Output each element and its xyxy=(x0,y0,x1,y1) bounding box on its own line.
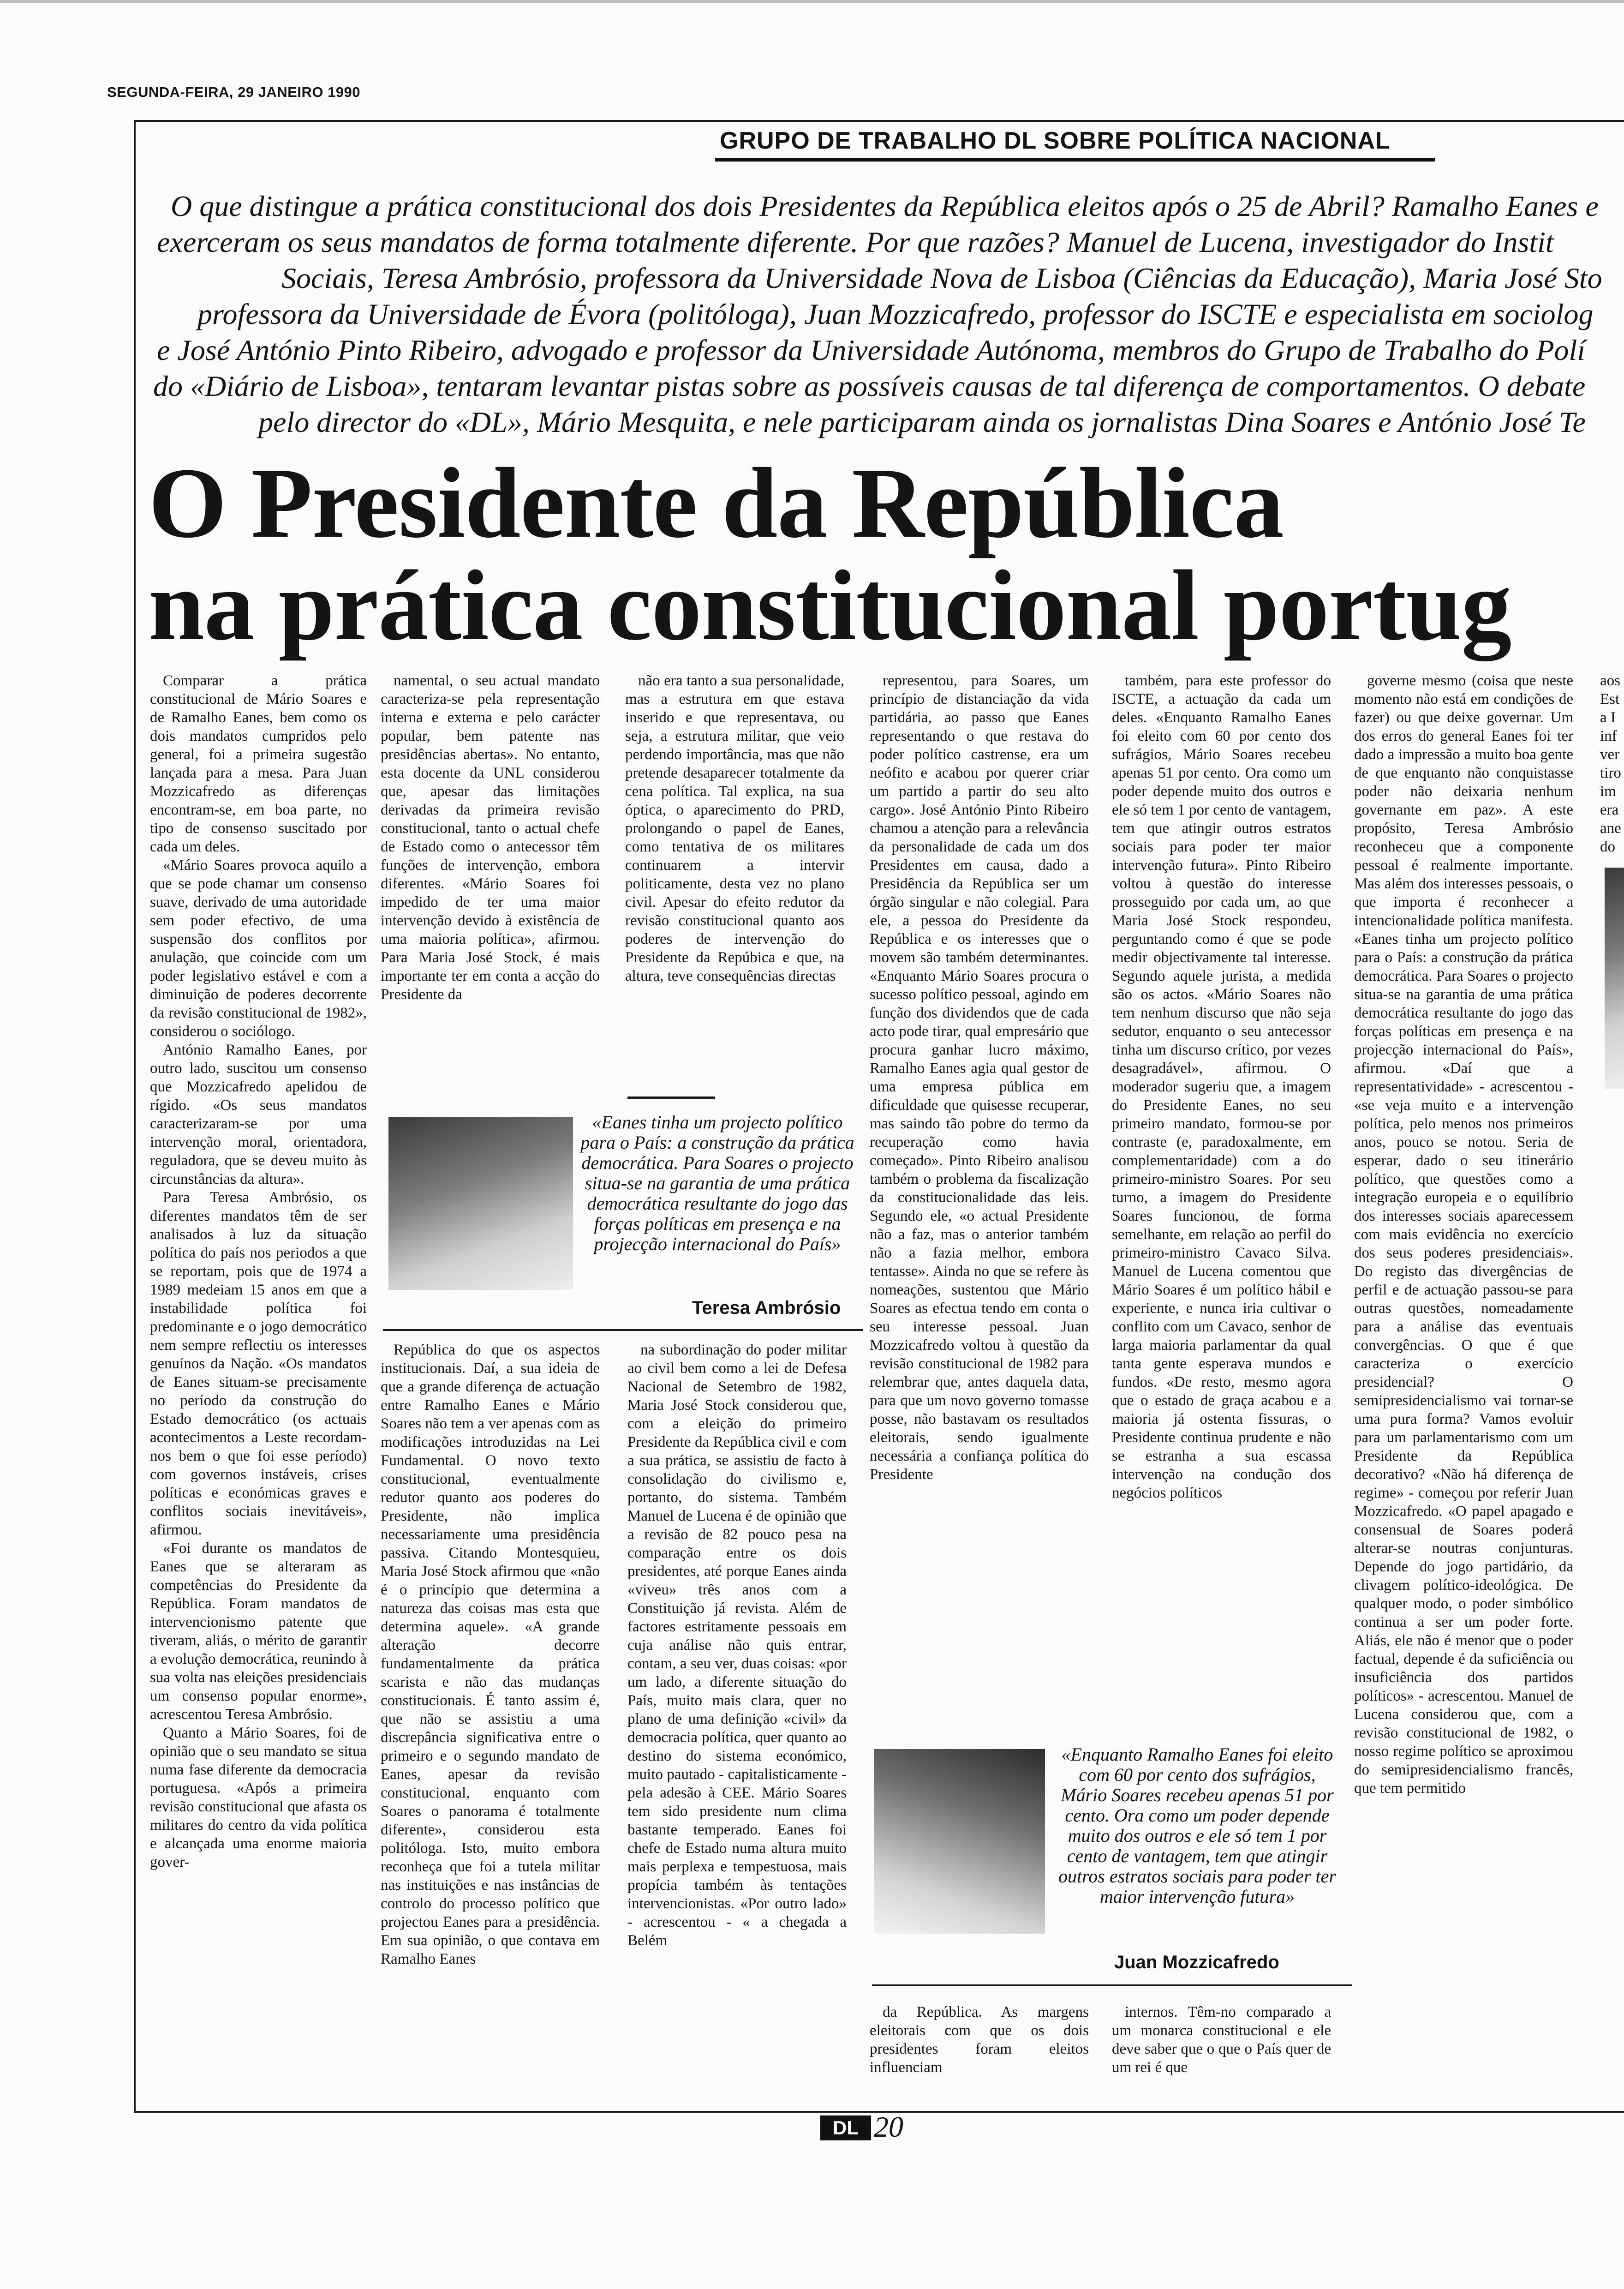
article-column-3-top xyxy=(625,671,844,1091)
paragraph: não era tanto a sua personalidade, mas a estrutura em que estava inserido e que representava, ou seja, a estrutura militar, que veio perdendo importância, mas que não pretende desaparecer totalmente da cena política. Tal explica, na sua óptica, o aparecimento do PRD, prolongando o papel de Eanes, como tentativa de os militares continuarem a intervir politicamente, desta vez no plano civil. Apesar do efeito redutor da revisão constitucional quanto aos poderes de intervenção do Presidente da Repúbica e que, na altura, teve consequências directas xyxy=(625,672,844,984)
article-column-2-top xyxy=(381,671,600,1073)
fragment: Est xyxy=(1600,691,1620,707)
cut-off-column-fragments xyxy=(1600,671,1624,856)
cut-off-photo xyxy=(1605,868,1624,1089)
fragment: tiro xyxy=(1600,765,1621,781)
article-column-5 xyxy=(1112,671,1331,1705)
fragment: im xyxy=(1600,783,1616,800)
quote-divider xyxy=(383,1329,863,1331)
pull-quote-1-author: Teresa Ambrósio xyxy=(692,1298,841,1318)
intro-paragraph xyxy=(143,188,1624,440)
headline-line: na prática constitucional portug xyxy=(149,550,1511,661)
quote-divider xyxy=(872,1984,1352,1986)
article-column-2-bottom xyxy=(381,1341,600,2079)
fragment: ane xyxy=(1600,820,1621,837)
paragraph: Para Teresa Ambrósio, os diferentes mandatos têm de ser analisados à luz da situação política do país nos periodos a que se reportam, pois que de 1974 a 1989 medeiam 15 anos em que a instabilidade política foi predominante e o jogo democrático nem sempre reflectiu os interesses genuínos da Nação. «Os mandatos de Eanes situam-se precisamente no período da construção do Estado democrático (os actuais acontecimentos a Leste recordam-nos bem o que foi esse período) com governos instáveis, crises políticas e económicas graves e conflitos sociais inevitáveis», afirmou. xyxy=(150,1189,367,1538)
intro-line: exerceram os seus mandatos de forma totalmente diferente. Por que razões? Manuel de Lucena, investigador do Instit xyxy=(157,226,1554,258)
column-rule xyxy=(627,1097,715,1099)
dateline: SEGUNDA-FEIRA, 29 JANEIRO 1990 xyxy=(107,84,361,100)
top-border-line xyxy=(0,0,1624,3)
headline xyxy=(149,448,1511,661)
fragment: era xyxy=(1600,802,1619,818)
intro-line: professora da Universidade de Évora (politóloga), Juan Mozzicafredo, professor do ISCTE e especialista em sociolog xyxy=(197,298,1594,330)
section-title-underline xyxy=(715,158,1435,162)
article-column-6 xyxy=(1354,671,1573,2084)
paragraph: «Foi durante os mandatos de Eanes que se alteraram as competências do Presidente da República. Foram mandatos de intervencionismo patente que tiveram, aliás, o mérito de garantir a evolução democrática, reunindo à sua volta nas eleições presidenciais um consenso popular enorme», acrescentou Teresa Ambrósio. xyxy=(150,1540,367,1723)
paragraph: «Mário Soares provoca aquilo a que se pode chamar um consenso suave, derivado de uma autoridade sem poder efectivo, de uma suspensão dos conflitos por anulação, que coincide com um poder legislativo estável e com a diminuição de poderes decorrente da revisão constitucional de 1982», considerou o sociólogo. xyxy=(150,857,367,1040)
paragraph: também, para este professor do ISCTE, a actuação da cada um deles. «Enquanto Ramalho Eanes foi eleito com 60 por cento dos sufrágios, Mário Soares recebeu apenas 51 por cento. Ora como um poder depende muito dos outros e ele só tem 1 por cento de vantagem, tem que atingir outros estratos sociais para poder ter maior intervenção futura». Pinto Ribeiro voltou à questão do interesse prosseguido por cada um, ao que Maria José Stock respondeu, perguntando como é que se pode medir objectivamente tal interesse. Segundo aquele jurista, a medida são os actos. «Mário Soares não tem nenhum discurso que não seja sedutor, enquanto o seu antecessor tinha um discurso crítico, por vezes desagradável», afirmou. O moderador sugeriu que, a imagem do Presidente Eanes, no seu primeiro mandato, formou-se por contraste (e, paradoxalmente, em complementaridade) com a do primeiro-ministro Soares. Por seu turno, a imagem do Presidente Soares funcionou, de forma semelhante, em relação ao perfil do primeiro-ministro Cavaco Silva. Manuel de Lucena comentou que Mário Soares é um político hábil e experiente, e nunca iria cultivar o conflito com um Cavaco, senhor de larga maioria parlamentar da qual tanta gente esperava mundos e fundos. «De resto, mesmo agora que o estado de graça acabou e a maioria já ostenta fissuras, o Presidente continua prudente e não se estranha a sua escassa intervenção na condução dos negócios políticos xyxy=(1112,672,1331,1501)
intro-line: Sociais, Teresa Ambrósio, professora da Universidade Nova de Lisboa (Ciências da Educação), Maria José Sto xyxy=(281,262,1602,294)
paragraph: namental, o seu actual mandato caracteriza-se pela representação interna e externa e pelo carácter popular, bem patente nas presidências abertas». No entanto, esta docente da UNL considerou que, apesar das limitações derivadas da primeira revisão constitucional, tanto o actual chefe de Estado como o antecessor têm funções de intervenção, embora diferentes. «Mário Soares foi impedido de ter uma maior intervenção devido à existência de uma maioria política», afirmou. Para Maria José Stock, é mais importante ter em conta a acção do Presidente da xyxy=(381,672,600,1003)
intro-line: do «Diário de Lisboa», tentaram levantar pistas sobre as possíveis causas de tal diferença de comportamentos. O debate xyxy=(153,370,1586,402)
article-column-3-bottom xyxy=(627,1341,847,2079)
dl-logo: DL xyxy=(820,2115,871,2140)
paragraph: Comparar a prática constitucional de Mário Soares e de Ramalho Eanes, bem como os dois mandatos cumpridos pelo general, foi a primeira sugestão lançada para a mesa. Para Juan Mozzicafredo as diferenças encontram-se, em boa parte, no tipo de consenso suscitado por cada um deles. xyxy=(150,672,367,855)
article-column-4-bottom xyxy=(870,2003,1089,2086)
paragraph: internos. Têm-no comparado a um monarca constitucional e ele deve saber que o que o País quer de um rei é que xyxy=(1112,2004,1331,2076)
article-column-5-bottom xyxy=(1112,2003,1331,2086)
headline-line: O Presidente da República xyxy=(149,448,1284,559)
pull-quote-2-author: Juan Mozzicafredo xyxy=(1114,1952,1279,1972)
article-column-4 xyxy=(870,671,1089,1705)
section-title: GRUPO DE TRABALHO DL SOBRE POLÍTICA NACIONAL xyxy=(720,127,1391,154)
paragraph: António Ramalho Eanes, por outro lado, suscitou um consenso que Mozzicafredo apelidou de rígido. «Os seus mandatos caracterizaram-se por uma intervenção moral, orientadora, reguladora, que se deveu muito às circunstâncias da altura». xyxy=(150,1042,367,1187)
fragment: inf xyxy=(1600,728,1617,744)
intro-line: O que distingue a prática constitucional dos dois Presidentes da República eleitos após o 25 de Abril? Ramalho Eanes e xyxy=(171,190,1599,222)
paragraph: República do que os aspectos institucionais. Daí, a sua ideia de que a grande diferença de actuação entre Ramalho Eanes e Mário Soares não tem a ver apenas com as modificações introduzidas na Lei Fundamental. O novo texto constitucional, eventualmente redutor quanto aos poderes do Presidente, não implica necessariamente uma presidência passiva. Citando Montesquieu, Maria José Stock afirmou que «não é o princípio que determina a natureza das coisas mas esta que determina aquele». «A grande alteração decorre fundamentalmente da prática scarista e não das mudanças constitucionais. É tanto assim é, que não se assistiu a uma discrepância significativa entre o primeiro e o segundo mandato de Eanes, apesar da revisão constitucional, enquanto com Soares o panorama é totalmente diferente», considerou esta politóloga. Isto, muito embora reconheça que foi a tutela militar nas instituições e nas instâncias de controlo do processo político que projectou Eanes para a presidência. Em sua opinião, o que contava em Ramalho Eanes xyxy=(381,1342,600,1967)
page-number: 20 xyxy=(874,2110,903,2143)
pull-quote-1: «Eanes tinha um projecto político para o País: a construção da prática democrática. Para Soares o projecto situa-se na garantia de uma prática democrática resultante do jogo das forças políticas em presença e na projecção internacional do País» xyxy=(580,1112,854,1254)
fragment: a I xyxy=(1600,709,1616,726)
intro-line: pelo director do «DL», Mário Mesquita, e nele participaram ainda os jornalistas Dina Soares e António José Te xyxy=(258,406,1586,438)
paragraph: da República. As margens eleitorais com que os dois presidentes foram eleitos influenciam xyxy=(870,2004,1089,2076)
paragraph: governe mesmo (coisa que neste momento não está em condições de fazer) ou que deixe governar. Um dos erros do general Eanes foi ter dado a impressão a muito boa gente de que enquanto não conquistasse poder não deixaria nenhum governante em paz». A este propósito, Teresa Ambrósio reconheceu que a componente pessoal é realmente importante. Mas além dos interesses pessoais, o que importa é reconhecer a intencionalidade política manifesta. «Eanes tinha um projecto político para o País: a construção da prática democrática. Para Soares o projecto situa-se na garantia de uma prática democrática resultante do jogo das forças políticas em presença e na projecção internacional do País», afirmou. «Daí que a representatividade» - acrescentou - «se veja muito e a intervenção política, pelo menos nos primeiros anos, pouco se notou. Seria de esperar, dado o seu itinerário político, que questões como a integração europeia e o equilíbrio dos interesses sociais aparecessem com mais evidência no exercício dos seus poderes presidenciais». Do registo das divergências de perfil e de actuação passou-se para outras questões, nomeadamente para a análise das eventuais convergências. O que é que caracteriza o exercício presidencial? O semipresidencialismo vai tornar-se uma pura forma? Vamos evoluir para um parlamentarismo com um Presidente da República decorativo? «Não há diferença de regime» - começou por referir Juan Mozzicafredo. «O papel apagado e consensual de Soares poderá alterar-se noutras conjunturas. Depende do jogo partidário, da clivagem político-ideológica. De qualquer modo, o poder simbólico continua a ser um poder forte. Aliás, ele não é menor que o poder factual, depende é da suficiência ou insuficiência dos partidos políticos» - acrescentou. Manuel de Lucena considerou que, com a revisão constitucional de 1982, o nosso regime político se aproximou do semipresidencialismo francês, que tem permitido xyxy=(1354,672,1573,1797)
pull-quote-2: «Enquanto Ramalho Eanes foi eleito com 60 por cento dos sufrágios, Mário Soares recebeu apenas 51 por cento. Ora como um poder depende muito dos outros e ele só tem 1 por cento de vantagem, tem que atingir outros estratos sociais para poder ter maior intervenção futura» xyxy=(1058,1744,1336,1907)
intro-line: e José António Pinto Ribeiro, advogado e professor da Universidade Autónoma, membros do Grupo de Trabalho do Polí xyxy=(157,334,1586,366)
photo-teresa-ambrosio xyxy=(388,1117,573,1290)
fragment: do xyxy=(1600,839,1615,855)
photo-juan-mozzicafredo xyxy=(874,1749,1045,1934)
paragraph: representou, para Soares, um princípio de distanciação da vida partidária, ao passo que Eanes representando o que restava do poder político castrense, era um neófito e acabou por querer criar um partido a partir do seu alto cargo». José António Pinto Ribeiro chamou a atenção para a relevância da personalidade de cada um dos Presidentes em causa, dado a Presidência da República ser um órgão singular e não colegial. Para ele, a pessoa do Presidente da República e os interesses que o movem são também determinantes. «Enquanto Mário Soares procura o sucesso político pessoal, agindo em função dos dividendos que de cada acto pode tirar, qual empresário que procura ganhar lucro máximo, Ramalho Eanes agia qual gestor de uma empresa pública em dificuldade que quisesse recuperar, mas saindo tão pobre do termo da recuperação como havia começado». Pinto Ribeiro analisou também o problema da fiscalização da constitucionalidade das leis. Segundo ele, «o actual Presidente não a faz, mas o anterior também não a fazia melhor, embora tentasse». Ainda no que se refere às nomeações, sustentou que Mário Soares as efectua tendo em conta o seu interesse pessoal. Juan Mozzicafredo voltou à questão da revisão constitucional de 1982 para relembrar que, antes daquela data, para que um novo governo tomasse posse, não bastavam os resultados eleitorais, sendo igualmente necessária a confiança política do Presidente xyxy=(870,672,1089,1483)
fragment: aos xyxy=(1600,672,1620,689)
article-column-1 xyxy=(150,671,367,2077)
paragraph: Quanto a Mário Soares, foi de opinião que o seu mandato se situa numa fase diferente da democracia portuguesa. «Após a primeira revisão constitucional que afasta os militares do centro da vida política e alcançada uma enorme maioria gover- xyxy=(150,1725,367,1870)
fragment: ver xyxy=(1600,746,1620,763)
paragraph: na subordinação do poder militar ao civil bem como a lei de Defesa Nacional de Setembro de 1982, Maria José Stock considerou que, com a eleição do primeiro Presidente da República civil e com a sua prática, se assistiu de facto à consolidação do civilismo e, portanto, do sistema. Também Manuel de Lucena é de opinião que a revisão de 82 pouco pesa na comparação entre os dois presidentes, até porque Eanes ainda «viveu» três anos com a Constituição já revista. Além de factores estritamente pessoais em cuja análise não quis entrar, contam, a seu ver, duas coisas: «por um lado, a diferente situação do País, muito mais clara, quer no plano de uma definição «civil» da democracia política, quer quanto ao destino do sistema económico, muito pautado - capitalisticamente - pela adesão à CEE. Mário Soares tem sido presidente num clima bastante temperado. Eanes foi chefe de Estado numa altura muito mais perplexa e tempestuosa, mais propícia também às tentações intervencionistas. «Por outro lado» - acrescentou - « a chegada a Belém xyxy=(627,1342,847,1949)
